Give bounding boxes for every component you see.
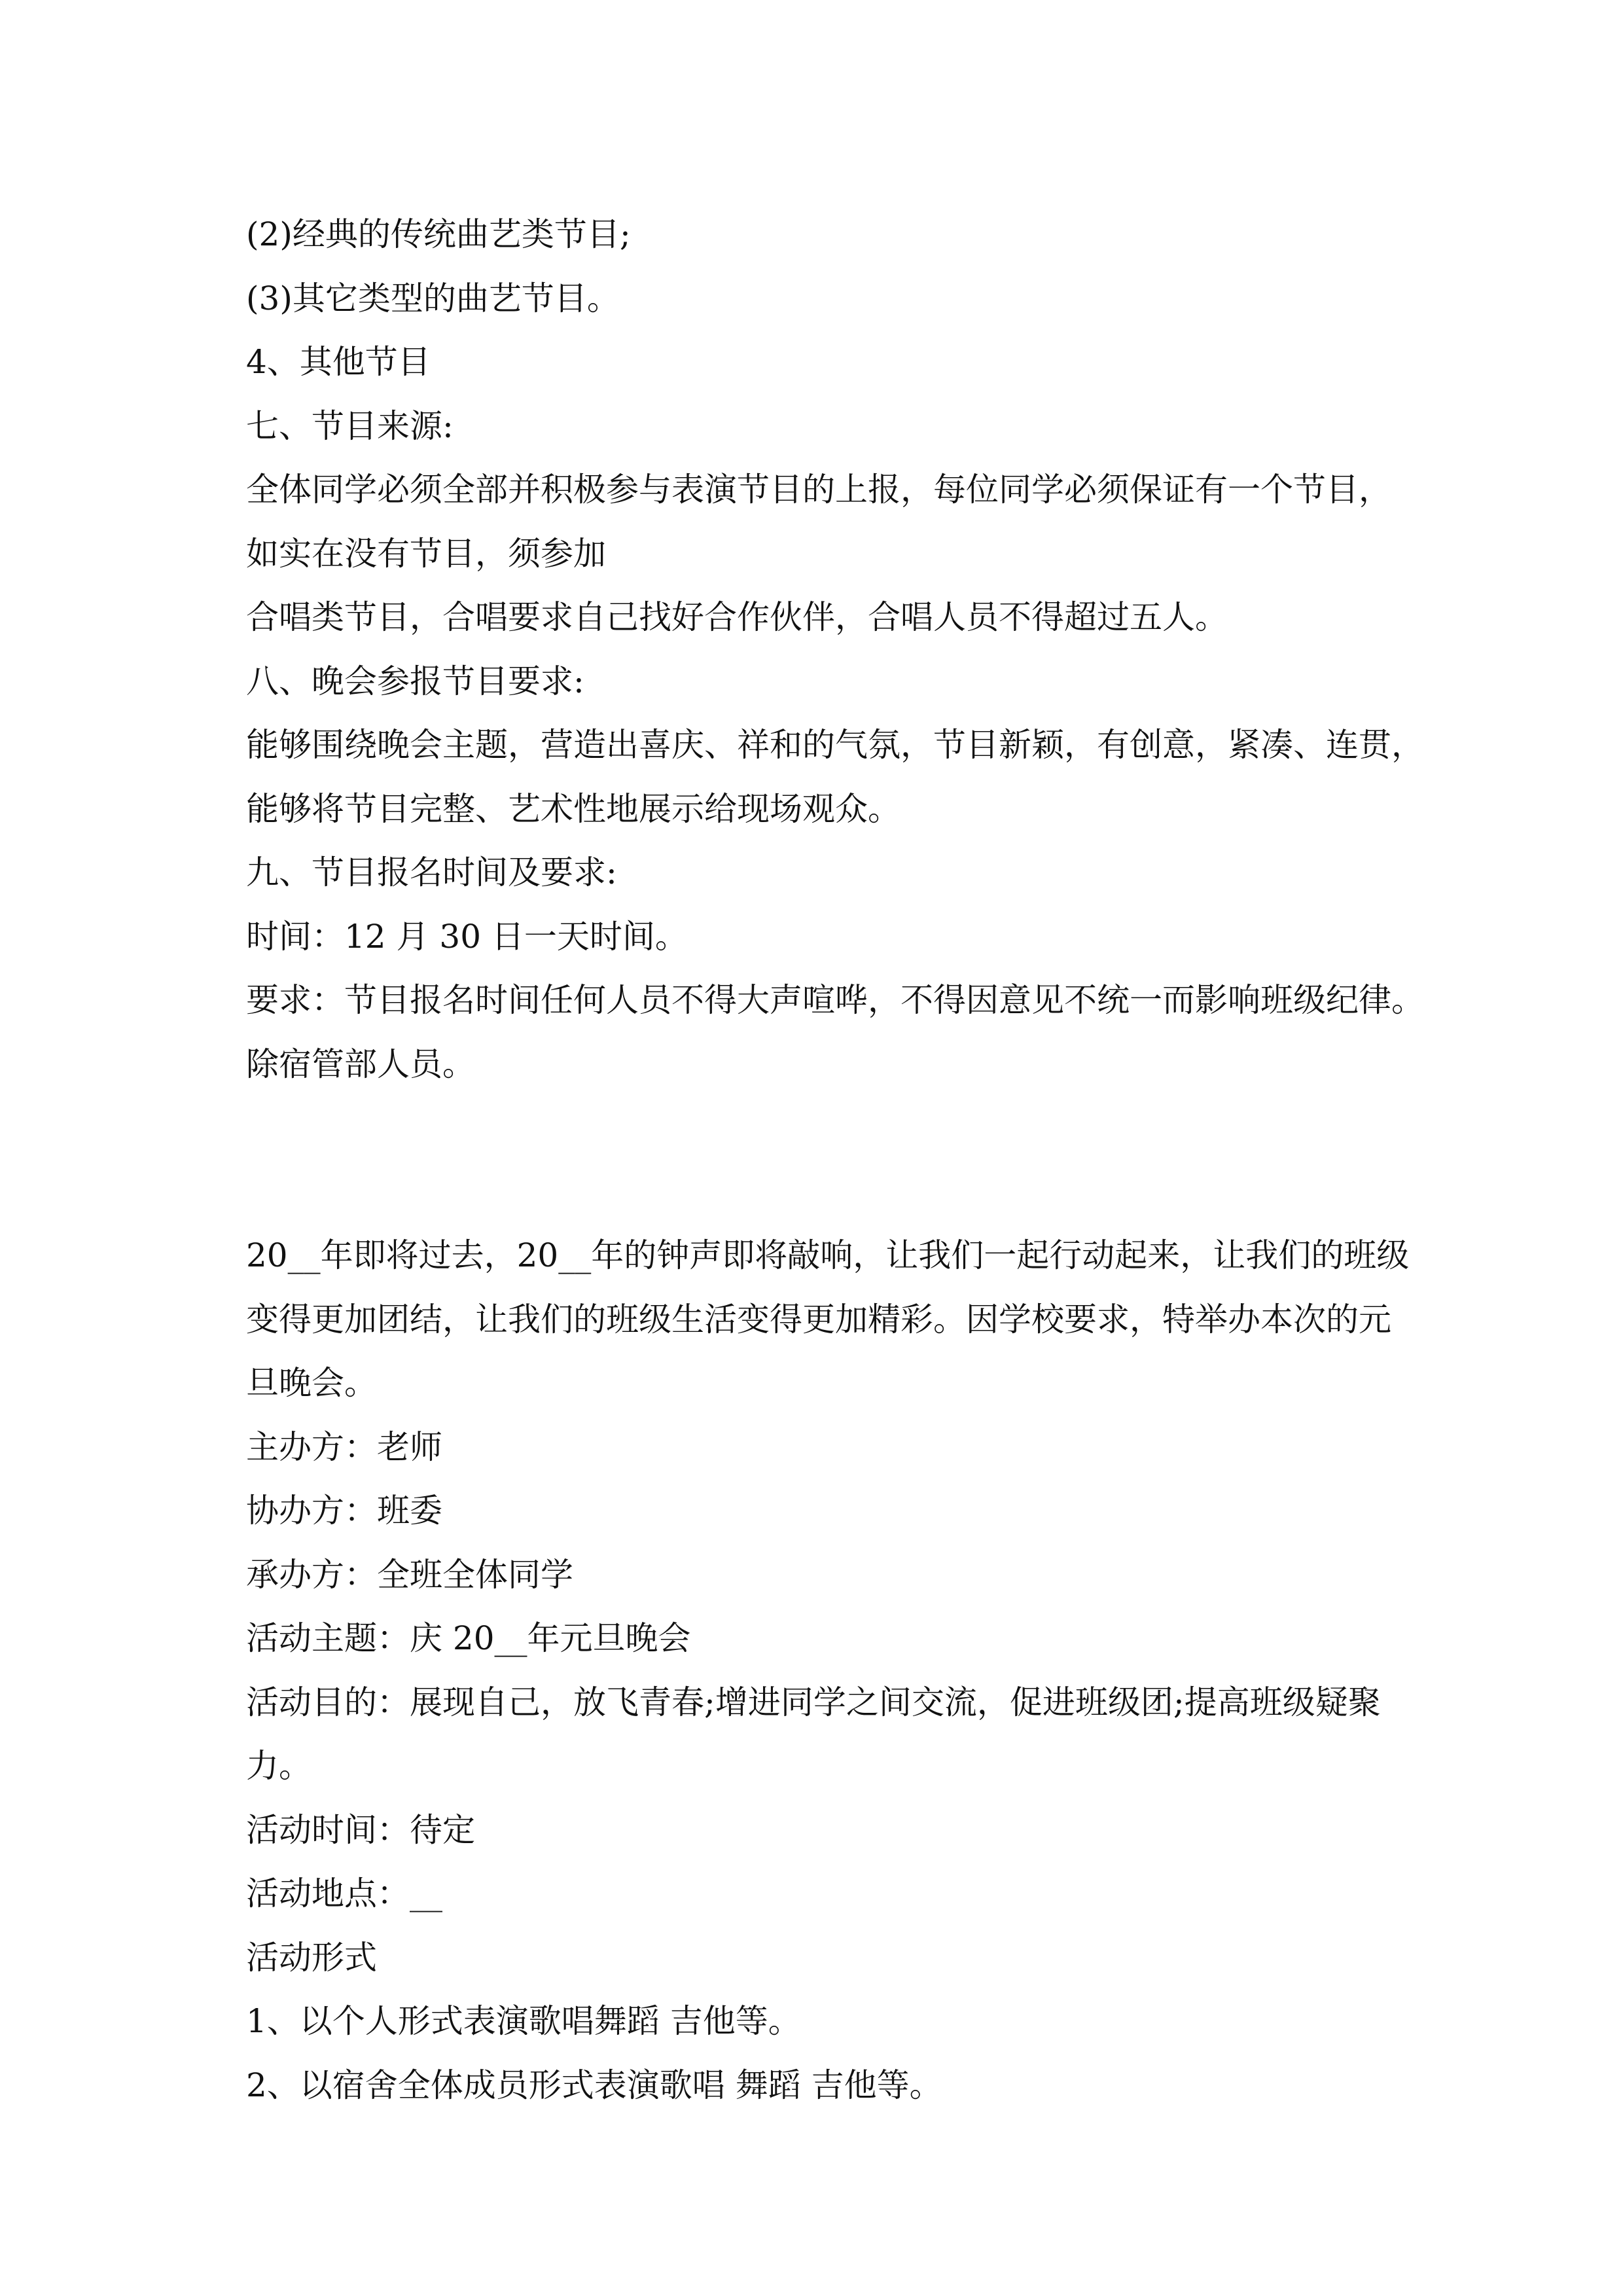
section-heading: 八、晚会参报节目要求:	[246, 662, 584, 700]
section-heading: 九、节目报名时间及要求:	[246, 853, 617, 891]
activity-purpose-line-continued: 力。	[246, 1747, 312, 1785]
document-body	[246, 203, 1424, 2117]
list-item: 2、以宿舍全体成员形式表演歌唱 舞蹈 吉他等。	[246, 2066, 942, 2104]
undertaker-line: 承办方：全班全体同学	[246, 1555, 573, 1594]
paragraph-line: 要求：节目报名时间任何人员不得大声喧哗，不得因意见不统一而影响班级纪律。	[246, 981, 1424, 1019]
organizer-line: 主办方：老师	[246, 1427, 442, 1466]
paragraph-line: (3)其它类型的曲艺节目。	[246, 279, 620, 317]
paragraph-line: 时间：12 月 30 日一天时间。	[246, 917, 688, 956]
activity-time-line: 活动时间：待定	[246, 1810, 475, 1849]
section-spacer	[246, 1096, 1385, 1224]
paragraph-line: 如实在没有节目，须参加	[246, 534, 606, 573]
paragraph-line: 能够围绕晚会主题，营造出喜庆、祥和的气氛，节目新颖，有创意，紧凑、连贯，	[246, 726, 1424, 764]
activity-purpose-line: 活动目的：展现自己，放飞青春;增进同学之间交流，促进班级团;提高班级疑聚	[246, 1683, 1381, 1721]
list-item: 4、其他节目	[246, 343, 431, 381]
paragraph-line: 变得更加团结，让我们的班级生活变得更加精彩。因学校要求，特举办本次的元	[246, 1300, 1391, 1338]
paragraph-line: 能够将节目完整、艺术性地展示给现场观众。	[246, 789, 901, 828]
section-heading: 七、节目来源:	[246, 406, 454, 445]
activity-location-line: 活动地点：__	[246, 1874, 442, 1912]
paragraph-line: 20__年即将过去，20__年的钟声即将敲响，让我们一起行动起来，让我们的班级	[246, 1236, 1410, 1274]
list-item: 1、以个人形式表演歌唱舞蹈 吉他等。	[246, 2002, 801, 2040]
paragraph-line: 合唱类节目，合唱要求自己找好合作伙伴，合唱人员不得超过五人。	[246, 598, 1228, 636]
paragraph-line: 全体同学必须全部并积极参与表演节目的上报，每位同学必须保证有一个节目，	[246, 471, 1391, 509]
activity-theme-line: 活动主题：庆 20__年元旦晚会	[246, 1619, 691, 1657]
co-organizer-line: 协办方：班委	[246, 1492, 442, 1530]
paragraph-line: 旦晚会。	[246, 1364, 377, 1402]
activity-format-heading: 活动形式	[246, 1938, 377, 1977]
paragraph-line: 除宿管部人员。	[246, 1045, 475, 1083]
paragraph-line: (2)经典的传统曲艺类节目;	[246, 215, 631, 253]
